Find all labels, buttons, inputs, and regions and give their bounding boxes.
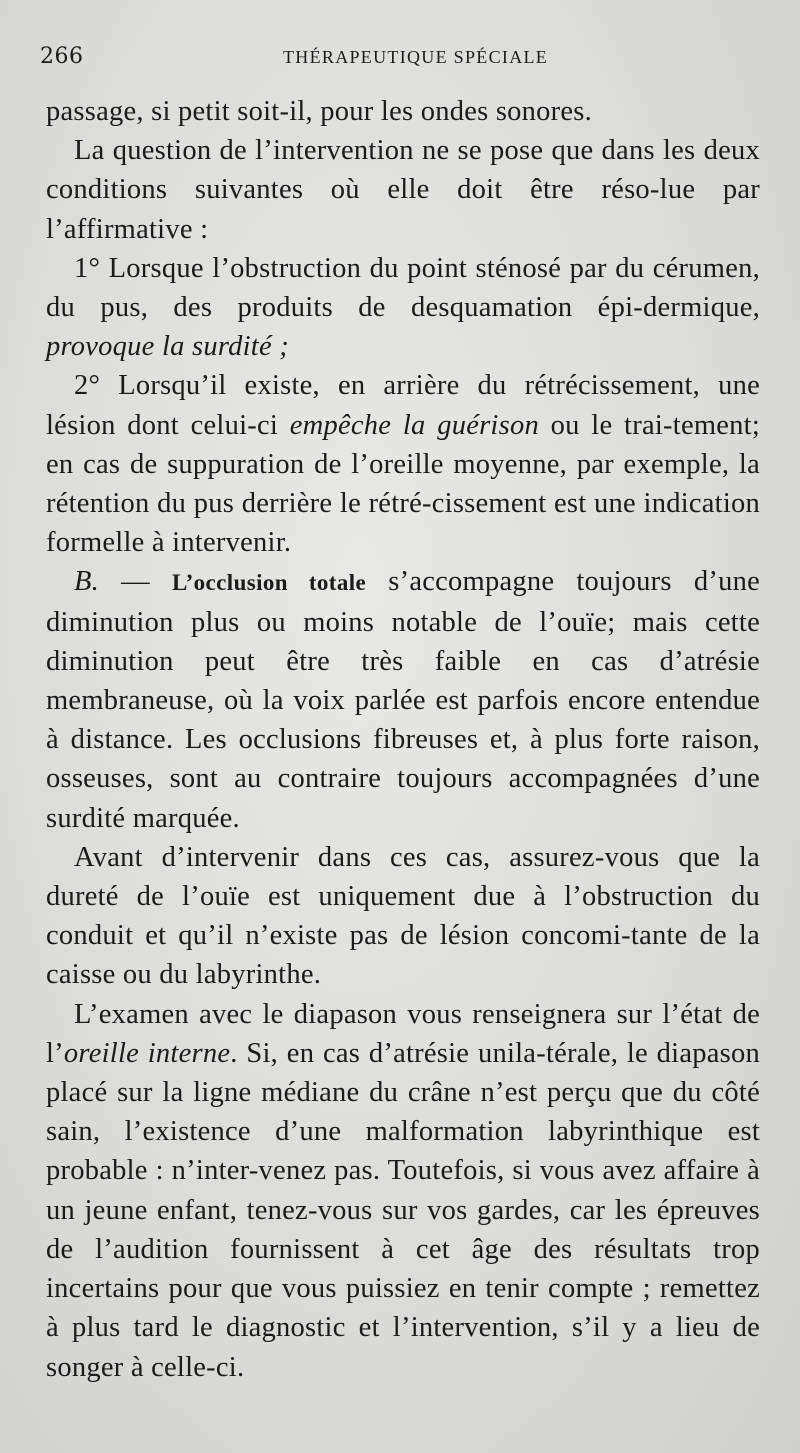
italic-phrase: provoque la surdité ;: [46, 331, 289, 363]
section-heading: L’occlusion totale: [171, 570, 367, 596]
page-header: [40, 44, 760, 74]
body-text: [46, 92, 760, 1387]
running-title: THÉRAPEUTIQUE SPÉCIALE: [283, 47, 549, 67]
italic-phrase: oreille interne: [63, 1037, 231, 1069]
paragraph-5: B. — L’occlusion totale s’accompagne toujours d’une diminution plus ou moins notable de l’ouïe; mais cette diminution peut être très faible en cas d’atrésie membraneuse, où la voix parlée est parfois encore entendue à distance. Les occlusions fibreuses et, à plus forte raison, osseuses, sont au contraire toujours accompagnées d’une surdité marquée.: [46, 566, 760, 834]
paragraph-6: Avant d’intervenir dans ces cas, assurez-vous que la dureté de l’ouïe est uniquement due à l’obstruction du conduit et qu’il n’existe pas de lésion concomi-tante de la caisse ou du labyrinthe.: [46, 841, 760, 991]
paragraph-1: passage, si petit soit-il, pour les ondes sonores.: [46, 96, 593, 127]
italic-phrase: empêche la guérison: [289, 409, 539, 441]
paragraph-7: L’examen avec le diapason vous renseignera sur l’état de l’oreille interne. Si, en cas d’atrésie unila-térale, le diapason placé sur la ligne médiane du crâne n’est perçu que du côté sain, l’existence d’une malformation labyrinthique est probable : n’inter-venez pas. Toutefois, si vous avez affaire à un jeune enfant, tenez-vous sur vos gardes, car les épreuves de l’audition fournissent à cet âge des résultats trop incertains pour que vous puissiez en tenir compte ; remettez à plus tard le diagnostic et l’intervention, s’il y a lieu de songer à celle-ci.: [46, 998, 760, 1383]
paragraph-3: 1° Lorsque l’obstruction du point sténosé par du cérumen, du pus, des produits de desquamation épi-dermique, provoque la surdité ;: [46, 252, 760, 363]
page-number: 266: [40, 44, 84, 69]
paragraph-4: 2° Lorsqu’il existe, en arrière du rétrécissement, une lésion dont celui-ci empêche la guérison ou le trai-tement; en cas de suppuration de l’oreille moyenne, par exemple, la rétention du pus derrière le rétré-cissement est une indication formelle à intervenir.: [46, 370, 760, 559]
paragraph-2: La question de l’intervention ne se pose que dans les deux conditions suivantes où elle doit être réso-lue par l’affirmative :: [46, 135, 760, 245]
section-label: B.: [74, 566, 100, 598]
